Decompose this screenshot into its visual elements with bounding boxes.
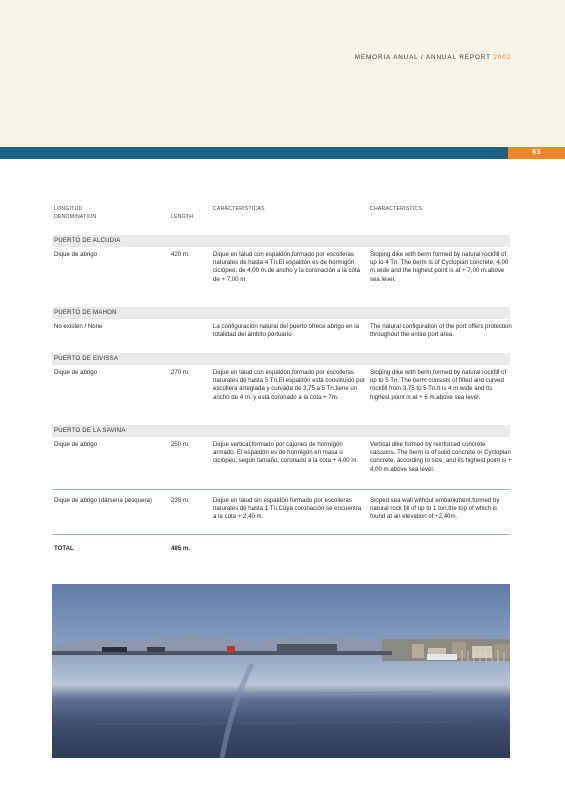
total-row xyxy=(52,535,510,552)
row-description-es: La configuración natural del puerto ofrece abrigo en la totalidad del ámbito portuario xyxy=(213,323,360,339)
row-description-en: Vertical dike formed by reinforced concrete caissons..The berm is of solid concrete or Cyclopian concrete, according to size, and its highest point is + 4,00 m.above sea level. xyxy=(370,441,512,473)
running-title xyxy=(355,54,511,61)
total-label: TOTAL xyxy=(54,545,74,552)
harbor-photo-illustration xyxy=(52,584,510,758)
section-eivissa: PUERTO DE EIVISSA xyxy=(52,353,510,365)
ferry xyxy=(427,654,457,660)
building xyxy=(412,644,424,658)
page-number: 63 xyxy=(532,149,541,156)
row-length: 420 m. xyxy=(171,251,190,258)
header-length: LENGTH xyxy=(171,214,194,220)
building xyxy=(494,644,510,658)
row-description-es: Dique en talud con espaldón,formado por escolleras naturales de hasta 5 Tn.El espaldón está constituido por escollera arreglada y curvada de 3,75 a 5 Tn.tiene un ancho de 4 m. y está coronado a la cota + 7m. xyxy=(213,369,365,401)
header-longitud xyxy=(54,205,169,221)
water-ripple xyxy=(92,722,472,724)
row-description-en: Sloping dike with berm,formed by natural rockfill of up to 5 Tn. The berm consists of fitted and curved rockfill from 3,75 to 5 Tn.It is 4 m.wide and its highest point is at + 6 m.above sea level. xyxy=(370,369,507,401)
table-row xyxy=(52,247,510,307)
harbor-photo xyxy=(52,584,510,758)
table-row xyxy=(52,437,510,489)
table-header xyxy=(52,205,510,235)
row-name: No existen / None xyxy=(54,323,103,330)
building xyxy=(472,646,492,658)
header-blue-bar xyxy=(0,147,508,159)
table-row xyxy=(52,365,510,425)
header-longitud-en: DENOMINATION xyxy=(54,214,97,220)
header-band xyxy=(0,0,565,147)
running-title-text: MEMORIA ANUAL / ANNUAL REPORT xyxy=(354,54,491,61)
row-name: Dique de abrigo xyxy=(54,251,98,258)
row-name: Dique de abrigo xyxy=(54,369,98,376)
breakwater-table xyxy=(52,205,512,552)
row-name: Dique de abrigo (dársena pesquera) xyxy=(54,497,152,504)
row-length: 250 m. xyxy=(171,441,190,448)
section-alcudia: PUERTO DE ALCUDIA xyxy=(52,235,510,247)
ship xyxy=(147,647,165,652)
row-length: 270 m. xyxy=(171,369,190,376)
row-description-es: Dique vertical,formado por cajones de hormigón armado. El espaldón es de hormigón en masa o ciclópeo, según tamaño, coronado a la cota + 4,00 m. xyxy=(213,441,359,465)
row-description-en: Sloped sea wall without embankment,formed by natural rock fill of up to 1 ton,the top of which is found at an elevation of +2,40m. xyxy=(370,497,500,521)
report-year: 2002 xyxy=(493,54,511,61)
boat-wake xyxy=(222,664,252,758)
ship xyxy=(102,647,127,652)
section-la-savina: PUERTO DE LA SAVINA xyxy=(52,425,510,437)
ship xyxy=(227,646,235,652)
section-mahon: PUERTO DE MAHON xyxy=(52,307,510,319)
row-description-es: Dique en talud sin espaldón formado por escolleras naturales de hasta 1 Tn.Cuya coronación se encuentra a la cota + 2,40 m. xyxy=(213,497,362,521)
header-caracteristicas: CARACTERISTICAS xyxy=(213,206,265,212)
ship xyxy=(277,644,337,652)
total-value: 485 m. xyxy=(171,545,190,552)
row-length: 235 m. xyxy=(171,497,190,504)
row-description-es: Dique en talud con espaldón,formado por escolleras naturales de hasta 4 Tn.El espaldón es de hormigón ciclópeo, de 4,00 m.de ancho y la coronación a la cota de + 7,00 m. xyxy=(213,251,361,283)
table-row xyxy=(52,490,510,534)
table-row xyxy=(52,319,510,353)
header-characteristics: CHARACTERISTICS xyxy=(370,206,422,212)
row-description-en: The natural configuration of the port offers protection throughout the entire port area. xyxy=(370,323,512,339)
header-longitud-es: LONGITUD xyxy=(54,206,83,212)
row-name: Dique de abrigo xyxy=(54,441,98,448)
row-description-en: Sloping dike with berm formed by natural rockfill of up to 4 Tn. The berm is of Cyclopian concrete, 4,00 m.wide and the highest point is at + 7,00 m.above sea level. xyxy=(370,251,509,283)
water-ripple xyxy=(142,692,432,694)
